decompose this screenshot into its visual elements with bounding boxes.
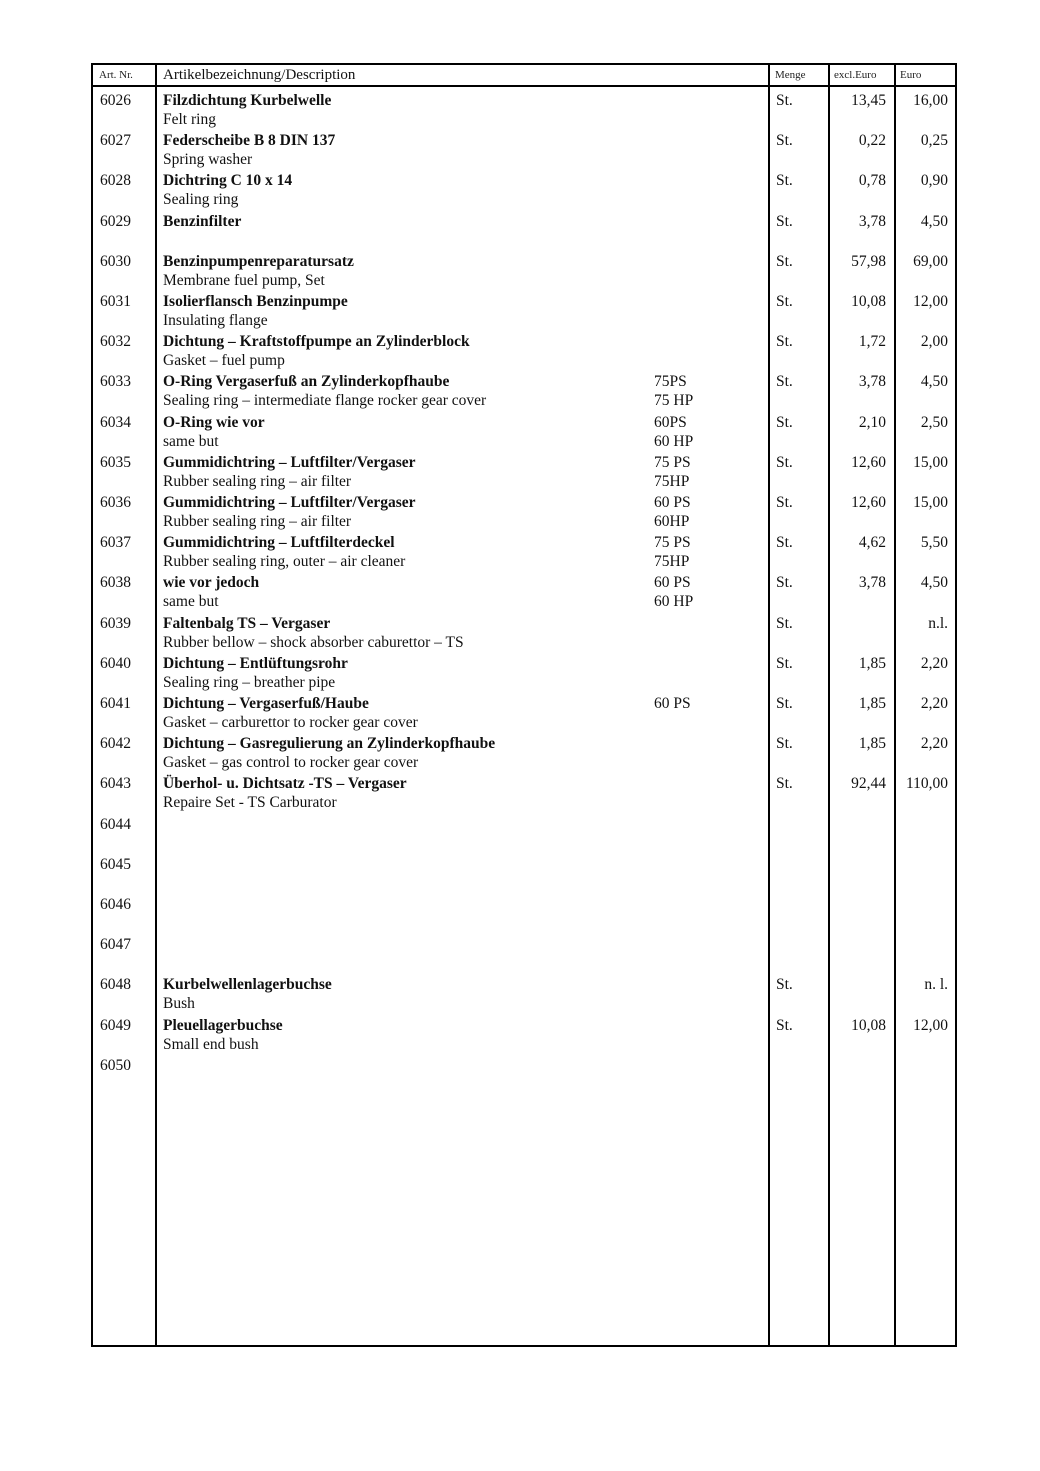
header-excl-euro: excl.Euro xyxy=(834,69,877,81)
header-divider xyxy=(93,85,955,87)
price-excl-euro: 13,45 xyxy=(851,92,886,109)
art-number: 6028 xyxy=(100,172,131,190)
art-number: 6029 xyxy=(100,212,131,230)
art-number: 6043 xyxy=(100,775,131,793)
price-euro: 12,00 xyxy=(913,293,948,310)
quantity-unit: St. xyxy=(776,1016,793,1034)
price-excl-euro: 10,08 xyxy=(851,1016,886,1034)
quantity-unit: St. xyxy=(776,252,793,270)
art-number: 6039 xyxy=(100,614,131,632)
description-en: Gasket – gas control to rocker gear cover xyxy=(163,754,419,772)
description-de: Benzinpumpenreparatursatz xyxy=(163,252,354,270)
art-number: 6035 xyxy=(100,453,131,471)
price-excl-euro: 1,85 xyxy=(858,695,886,712)
price-euro: n.l. xyxy=(928,614,948,632)
table-row xyxy=(93,92,955,132)
power-rating-hp: 75 HP xyxy=(654,392,694,410)
price-excl-euro: 0,22 xyxy=(858,132,886,150)
price-excl-euro: 2,10 xyxy=(858,413,886,431)
art-number: 6042 xyxy=(100,735,131,753)
power-rating-hp: 60 HP xyxy=(654,432,694,450)
parts-price-table xyxy=(91,63,957,1347)
quantity-unit: St. xyxy=(776,453,793,471)
price-excl-euro: 12,60 xyxy=(851,453,886,471)
price-euro: 15,00 xyxy=(913,453,948,471)
table-row xyxy=(93,333,955,373)
description-de: Dichtung – Kraftstoffpumpe an Zylinderblock xyxy=(163,333,470,351)
description-en: Rubber sealing ring – air filter xyxy=(163,513,352,530)
power-rating: 75 PS xyxy=(654,453,691,471)
header-description: Artikelbezeichnung/Description xyxy=(163,67,356,83)
description-en: Small end bush xyxy=(163,1035,259,1053)
price-excl-euro: 3,78 xyxy=(858,574,886,592)
table-row xyxy=(93,735,955,775)
quantity-unit: St. xyxy=(776,574,793,592)
table-row xyxy=(93,253,955,293)
art-number: 6033 xyxy=(100,373,131,391)
description-en: same but xyxy=(163,593,219,611)
description-en: Gasket – fuel pump xyxy=(163,352,285,370)
art-number: 6044 xyxy=(100,815,131,833)
table-row xyxy=(93,896,955,936)
quantity-unit: St. xyxy=(776,172,793,190)
description-de: O-Ring wie vor xyxy=(163,413,265,431)
header-art-nr: Art. Nr. xyxy=(99,69,133,81)
table-row xyxy=(93,615,955,655)
art-number: 6045 xyxy=(100,855,131,873)
art-number: 6034 xyxy=(100,413,131,431)
description-en: Rubber bellow – shock absorber caburettor – TS xyxy=(163,633,464,651)
art-number: 6030 xyxy=(100,252,131,270)
price-euro: 12,00 xyxy=(913,1016,948,1034)
description-en: Bush xyxy=(163,995,195,1013)
description-en: Sealing ring – breather pipe xyxy=(163,673,336,691)
description-de: Dichtring C 10 x 14 xyxy=(163,172,293,190)
art-number: 6026 xyxy=(100,92,131,109)
price-euro: 2,00 xyxy=(920,333,948,351)
description-de: Isolierflansch Benzinpumpe xyxy=(163,293,348,310)
art-number: 6049 xyxy=(100,1016,131,1034)
price-euro: 0,90 xyxy=(920,172,948,190)
description-de: Dichtung – Gasregulierung an Zylinderkopfhaube xyxy=(163,735,496,753)
art-number: 6032 xyxy=(100,333,131,351)
description-en: Rubber sealing ring – air filter xyxy=(163,472,352,490)
quantity-unit: St. xyxy=(776,293,793,310)
price-euro: 4,50 xyxy=(920,574,948,592)
price-euro: 4,50 xyxy=(920,373,948,391)
price-euro: 2,20 xyxy=(920,695,948,712)
description-de: Kurbelwellenlagerbuchse xyxy=(163,976,332,994)
art-number: 6027 xyxy=(100,132,131,150)
price-euro: 4,50 xyxy=(920,212,948,230)
price-euro: 2,50 xyxy=(920,413,948,431)
art-number: 6040 xyxy=(100,654,131,672)
price-excl-euro: 92,44 xyxy=(851,775,886,793)
quantity-unit: St. xyxy=(776,976,793,994)
price-excl-euro: 3,78 xyxy=(858,212,886,230)
table-row xyxy=(93,494,955,534)
price-excl-euro: 1,85 xyxy=(858,654,886,672)
price-euro: 2,20 xyxy=(920,654,948,672)
price-euro: n. l. xyxy=(924,976,948,994)
description-en: Gasket – carburettor to rocker gear cover xyxy=(163,714,418,731)
art-number: 6046 xyxy=(100,896,131,913)
description-de: wie vor jedoch xyxy=(163,574,260,592)
table-row xyxy=(93,856,955,896)
quantity-unit: St. xyxy=(776,534,793,552)
price-excl-euro: 4,62 xyxy=(858,534,886,552)
description-de: Überhol- u. Dichtsatz -TS – Vergaser xyxy=(163,775,407,793)
table-row xyxy=(93,132,955,172)
description-en: same but xyxy=(163,432,219,450)
art-number: 6041 xyxy=(100,695,131,712)
description-en: Membrane fuel pump, Set xyxy=(163,271,325,289)
description-en: Felt ring xyxy=(163,111,216,128)
description-de: Gummidichtring – Luftfilter/Vergaser xyxy=(163,494,416,511)
art-number: 6047 xyxy=(100,936,131,954)
price-excl-euro: 1,85 xyxy=(858,735,886,753)
price-excl-euro: 12,60 xyxy=(851,494,886,511)
quantity-unit: St. xyxy=(776,333,793,351)
power-rating: 60 PS xyxy=(654,574,691,592)
price-excl-euro: 3,78 xyxy=(858,373,886,391)
price-excl-euro: 57,98 xyxy=(851,252,886,270)
power-rating-hp: 75HP xyxy=(654,553,690,571)
power-rating: 75 PS xyxy=(654,534,691,552)
table-row xyxy=(93,936,955,976)
description-en: Sealing ring xyxy=(163,191,239,209)
table-row xyxy=(93,1057,955,1097)
art-number: 6037 xyxy=(100,534,131,552)
table-row xyxy=(93,293,955,333)
table-row xyxy=(93,976,955,1016)
quantity-unit: St. xyxy=(776,735,793,753)
price-euro: 69,00 xyxy=(913,252,948,270)
table-row xyxy=(93,775,955,815)
table-row xyxy=(93,534,955,574)
table-row xyxy=(93,816,955,856)
quantity-unit: St. xyxy=(776,654,793,672)
power-rating: 60PS xyxy=(654,413,687,431)
price-excl-euro: 0,78 xyxy=(858,172,886,190)
table-row xyxy=(93,373,955,413)
quantity-unit: St. xyxy=(776,413,793,431)
power-rating-hp: 75HP xyxy=(654,472,690,490)
description-de: Benzinfilter xyxy=(163,212,242,230)
art-number: 6031 xyxy=(100,293,131,310)
art-number: 6036 xyxy=(100,494,131,511)
quantity-unit: St. xyxy=(776,775,793,793)
quantity-unit: St. xyxy=(776,494,793,511)
table-row xyxy=(93,1017,955,1057)
power-rating: 60 PS xyxy=(654,695,691,712)
power-rating-hp: 60 HP xyxy=(654,593,694,611)
header-euro: Euro xyxy=(900,69,922,81)
table-row xyxy=(93,695,955,735)
table-row xyxy=(93,655,955,695)
description-en: Repaire Set - TS Carburator xyxy=(163,794,337,812)
description-de: Pleuellagerbuchse xyxy=(163,1016,283,1034)
description-de: Dichtung – Vergaserfuß/Haube xyxy=(163,695,369,712)
quantity-unit: St. xyxy=(776,373,793,391)
power-rating: 60 PS xyxy=(654,494,691,511)
description-de: Gummidichtring – Luftfilter/Vergaser xyxy=(163,453,416,471)
table-row xyxy=(93,213,955,253)
table-row xyxy=(93,574,955,614)
table-row xyxy=(93,454,955,494)
quantity-unit: St. xyxy=(776,132,793,150)
quantity-unit: St. xyxy=(776,92,793,109)
price-euro: 0,25 xyxy=(920,132,948,150)
price-excl-euro: 10,08 xyxy=(851,293,886,310)
quantity-unit: St. xyxy=(776,212,793,230)
description-de: Federscheibe B 8 DIN 137 xyxy=(163,132,336,150)
art-number: 6048 xyxy=(100,976,131,994)
price-euro: 5,50 xyxy=(920,534,948,552)
table-row xyxy=(93,172,955,212)
price-euro: 15,00 xyxy=(913,494,948,511)
description-de: Filzdichtung Kurbelwelle xyxy=(163,92,332,109)
price-euro: 2,20 xyxy=(920,735,948,753)
power-rating-hp: 60HP xyxy=(654,513,690,530)
description-en: Rubber sealing ring, outer – air cleaner xyxy=(163,553,406,571)
price-euro: 110,00 xyxy=(905,775,948,793)
description-de: O-Ring Vergaserfuß an Zylinderkopfhaube xyxy=(163,373,450,391)
description-de: Gummidichtring – Luftfilterdeckel xyxy=(163,534,395,552)
description-de: Faltenbalg TS – Vergaser xyxy=(163,614,331,632)
price-euro: 16,00 xyxy=(913,92,948,109)
price-excl-euro: 1,72 xyxy=(858,333,886,351)
description-de: Dichtung – Entlüftungsrohr xyxy=(163,654,348,672)
art-number: 6050 xyxy=(100,1056,131,1074)
description-en: Insulating flange xyxy=(163,312,268,329)
description-en: Spring washer xyxy=(163,151,253,169)
description-en: Sealing ring – intermediate flange rocker gear cover xyxy=(163,392,487,410)
table-row xyxy=(93,414,955,454)
power-rating: 75PS xyxy=(654,373,687,391)
quantity-unit: St. xyxy=(776,695,793,712)
art-number: 6038 xyxy=(100,574,131,592)
header-menge: Menge xyxy=(775,69,806,81)
quantity-unit: St. xyxy=(776,614,793,632)
